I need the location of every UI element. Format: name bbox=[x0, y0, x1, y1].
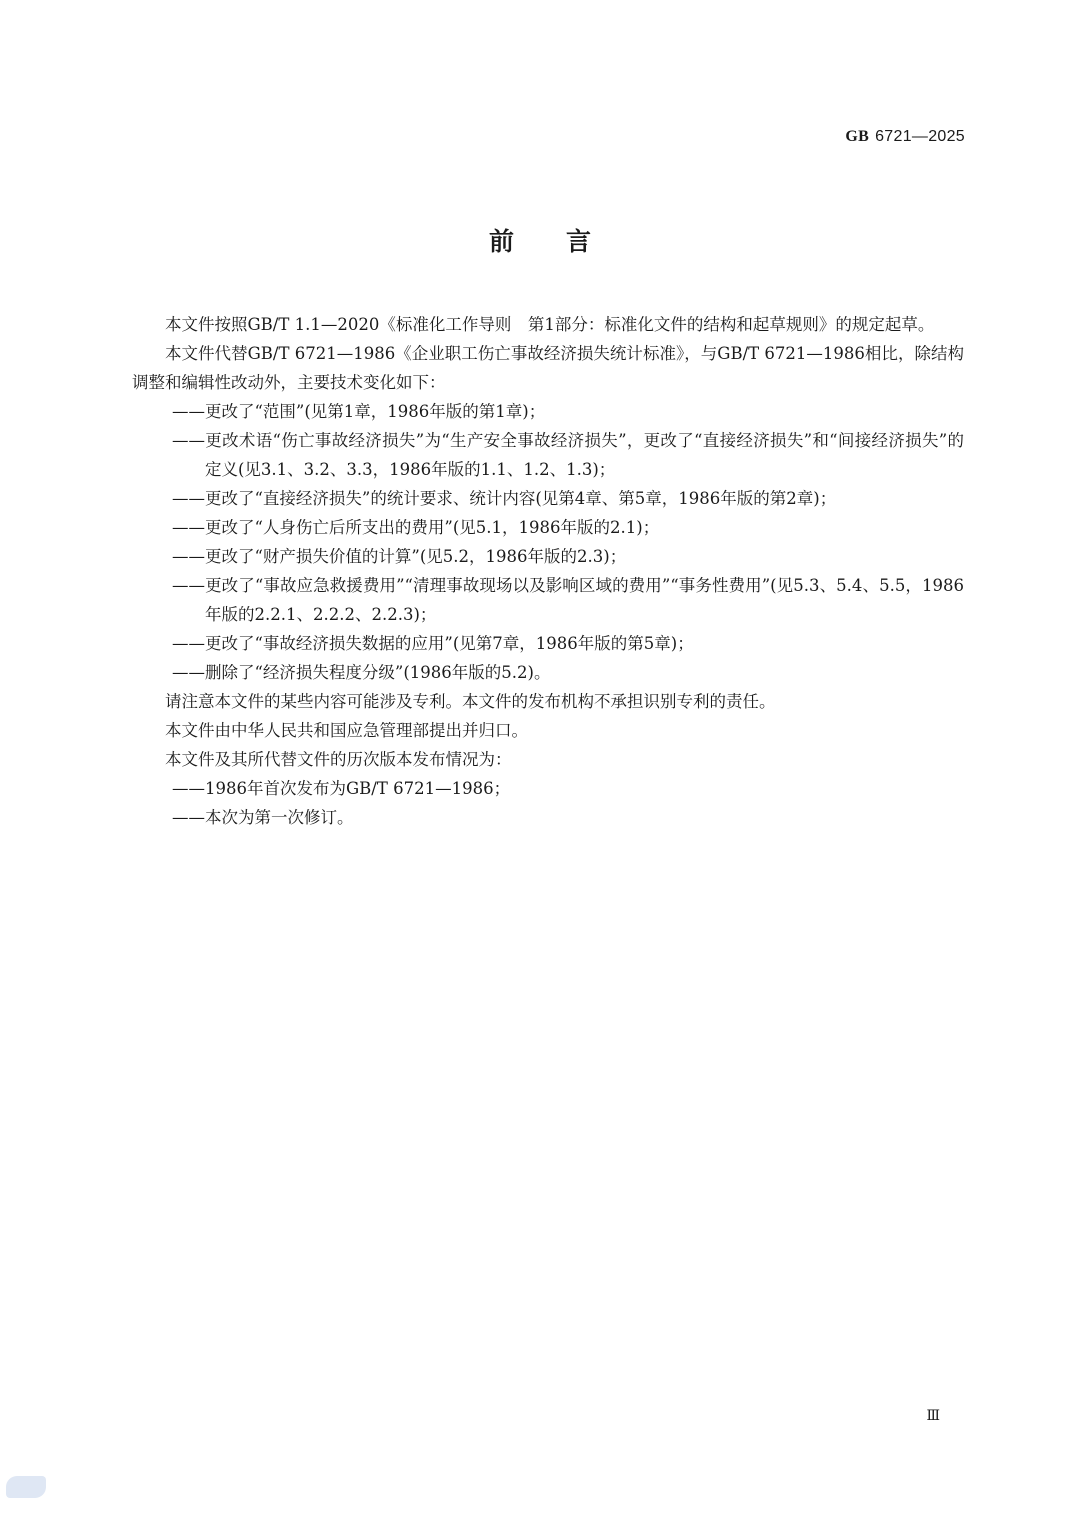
page-number: Ⅲ bbox=[926, 1409, 940, 1424]
change-item: ——更改了“人身伤亡后所支出的费用”(见5.1，1986年版的2.1)； bbox=[172, 518, 660, 537]
history-item: ——1986年首次发布为GB/T 6721—1986； bbox=[172, 779, 511, 798]
paragraph-history-intro: 本文件及其所代替文件的历次版本发布情况为： bbox=[165, 750, 512, 769]
change-item: ——更改了“直接经济损失”的统计要求、统计内容(见第4章、第5章，1986年版的第2章)； bbox=[172, 489, 837, 508]
change-item: ——更改了“事故应急救援费用”“清理事故现场以及影响区域的费用”“事务性费用”(见5.3、5.4、5.5，1986年版的2.2.1、2.2.2、2.2.3)； bbox=[172, 576, 964, 624]
change-item: ——更改了“财产损失价值的计算”(见5.2，1986年版的2.3)； bbox=[172, 547, 627, 566]
standard-number: 6721—2025 bbox=[875, 128, 965, 145]
document-code bbox=[845, 128, 965, 146]
foreword-body bbox=[132, 310, 964, 832]
change-item: ——更改术语“伤亡事故经济损失”为“生产安全事故经济损失”，更改了“直接经济损失”和“间接经济损失”的定义(见3.1、3.2、3.3，1986年版的1.1、1.2、1.3)； bbox=[172, 431, 964, 479]
standard-prefix: GB bbox=[845, 128, 870, 145]
paragraph-patent-notice: 请注意本文件的某些内容可能涉及专利。本文件的发布机构不承担识别专利的责任。 bbox=[165, 692, 776, 711]
paragraph-replacement: 本文件代替GB/T 6721—1986《企业职工伤亡事故经济损失统计标准》，与GB/T 6721—1986相比，除结构调整和编辑性改动外，主要技术变化如下： bbox=[132, 344, 964, 392]
paragraph-proposer: 本文件由中华人民共和国应急管理部提出并归口。 bbox=[165, 721, 528, 740]
change-item: ——更改了“事故经济损失数据的应用”(见第7章，1986年版的第5章)； bbox=[172, 634, 694, 653]
change-item: ——更改了“范围”(见第1章，1986年版的第1章)； bbox=[172, 402, 546, 421]
sac-logo-icon bbox=[6, 1476, 46, 1498]
history-item: ——本次为第一次修订。 bbox=[172, 808, 354, 827]
page-title: 前言 bbox=[488, 227, 643, 256]
paragraph-drafting-rules: 本文件按照GB/T 1.1—2020《标准化工作导则 第1部分：标准化文件的结构和起草规则》的规定起草。 bbox=[165, 315, 935, 334]
change-item: ——删除了“经济损失程度分级”(1986年版的5.2)。 bbox=[172, 663, 551, 682]
